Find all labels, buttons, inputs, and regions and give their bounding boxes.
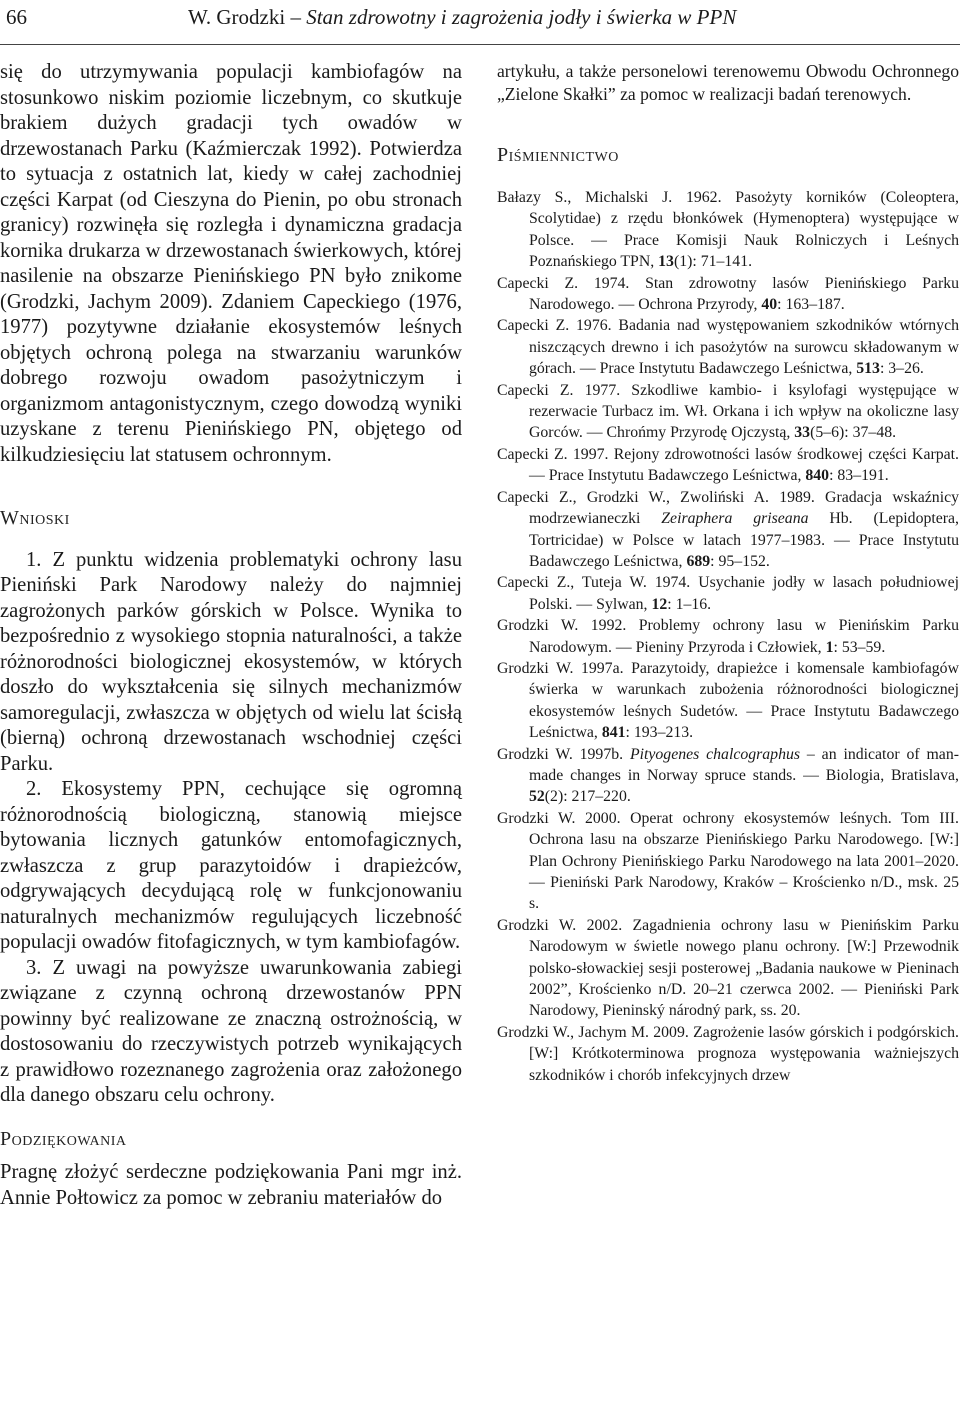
- reference-entry: [497, 187, 959, 273]
- reference-volume: 1: [825, 638, 834, 656]
- reference-entry: [497, 444, 959, 487]
- reference-entry: [497, 380, 959, 444]
- reference-text: Bałazy S., Michalski J. 1962. Pasożyty korników (Coleoptera, Scolytidae) z rzędu błonkówek (Hymenoptera) występujące w Polsce. — Prace Komisji Nauk Rolniczych i Leśnych Poznańskiego TPN,: [497, 189, 959, 271]
- reference-text: Grodzki W. 2002. Zagadnienia ochrony lasu w Pienińskim Parku Narodowym w świetle nowego planu ochrony. [W:] Przewodnik polsko-słowackiej sesji posterowej „Badania naukowe w Pieninach 2002”, Krościenko n/D. 20–21 czerwca 2002. — Pieniński Park Narodowy, Pieninský národný park, ss. 20.: [497, 916, 959, 1020]
- reference-pages: : 193–213.: [625, 724, 694, 742]
- reference-text: Capecki Z. 1977. Szkodliwe kambio- i ksylofagi występujące w rezerwacie Turbacz im. Wł. Orkana i ich wpływ na okoliczne lasy Gorców. — Chrońmy Przyrodę Ojczystą,: [497, 381, 959, 442]
- running-header: [0, 0, 960, 40]
- reference-text: Grodzki W., Jachym M. 2009. Zagrożenie lasów górskich i podgórskich. [W:] Krótkoterminowa prognoza występowania ważniejszych szkodników i chorób infekcyjnych drzew: [497, 1023, 959, 1084]
- reference-text-continued: – an indicator of man-made changes in Norway spruce stands. — Biologia, Bratislava,: [529, 745, 959, 784]
- reference-entry: [497, 273, 959, 316]
- reference-volume: 13: [658, 253, 674, 271]
- reference-text: Capecki Z. 1997. Rejony zdrowotności lasów środkowej części Karpat. — Prace Instytutu Badawczego Leśnictwa,: [497, 445, 959, 485]
- acknowledgements-continued: artykułu, a także personelowi terenowemu Obwodu Ochronnego „Zielone Skałki” za pomoc w realizacji badań terenowych.: [497, 61, 959, 104]
- reference-entry: [497, 1022, 959, 1086]
- acknowledgements-heading: Podziękowania: [0, 1127, 127, 1150]
- conclusions-heading: Wnioski: [0, 507, 70, 529]
- reference-text-continued: Hb. (Lepidoptera, Tortricidae) w Polsce w latach 1977–1983. — Prace Instytutu Badawczego Leśnictwa,: [529, 510, 959, 570]
- reference-text: Capecki Z. 1976. Badania nad występowaniem szkodników wtórnych niszczących drewno i ich pasożytów na surowcu składowanym w górach. — Prace Instytutu Badawczego Leśnictwa,: [497, 317, 959, 378]
- reference-pages: : 83–191.: [829, 467, 889, 485]
- reference-volume: 52: [529, 788, 545, 806]
- reference-volume: 12: [651, 595, 668, 613]
- reference-text: Grodzki W. 2000. Operat ochrony ekosystemów leśnych. Tom III. Ochrona lasu na obszarze Pienińskiego Parku Narodowego. [W:] Plan Ochrony Pienińskiego Parku Narodowego na lata 2001–2020. — Pieniński Park Narodowy, Kraków – Krościenko n/D., msk. 25 s.: [497, 809, 959, 913]
- reference-entry: [497, 915, 959, 1022]
- reference-pages: : 95–152.: [710, 552, 770, 570]
- reference-entry: [497, 808, 959, 915]
- reference-entry: [497, 572, 959, 615]
- reference-list: [497, 187, 959, 1086]
- running-title: [188, 2, 736, 32]
- reference-species-name: Pityogenes chalcographus: [629, 745, 801, 763]
- reference-entry: [497, 744, 959, 808]
- reference-pages: : 1–16.: [667, 595, 712, 613]
- header-rule: [0, 44, 960, 45]
- reference-pages: (5–6): 37–48.: [810, 424, 897, 442]
- reference-pages: (1): 71–141.: [673, 253, 753, 271]
- reference-text: Grodzki W. 1992. Problemy ochrony lasu w Pienińskim Parku Narodowym. — Pieniny Przyroda i Człowiek,: [497, 617, 959, 656]
- reference-volume: 841: [601, 724, 626, 742]
- reference-text: Capecki Z., Grodzki W., Zwoliński A. 1989. Gradacja wskaźnicy modrzewianeczki: [497, 488, 959, 528]
- header-dash: –: [285, 5, 307, 29]
- reference-species-name: Zeiraphera griseana: [661, 510, 809, 528]
- conclusion-2: 2. Ekosystemy PPN, cechujące się ogromną różnorodnością biologiczną, stanowią miejsce bytowania licznych gatunków entomofagicznych, zwłaszcza z grup parazytoidów i drapieżców, odgrywających decydującą rolę w funkcjonowaniu naturalnych mechanizmów regulujących liczebność populacji owadów fitofagicznych, w tym kambiofagów.: [0, 778, 462, 953]
- left-column: [0, 60, 462, 1211]
- header-author: W. Grodzki: [188, 5, 286, 29]
- references-heading: Piśmiennictwo: [497, 144, 619, 166]
- conclusion-1: 1. Z punktu widzenia problematyki ochrony lasu Pieniński Park Narodowy należy do najmniej zagrożonych parków górskich w Polsce. Wynika to bezpośrednio z wysokiego stopnia naturalności, a także różnorodności biologicznej ekosystemów, w których doszło do wykształcenia się silnych mechanizmów samoregulacji, zwłaszcza w objętych od wielu lat ścisłą (bierną) ochroną drzewostanach wschodniej części Parku.: [0, 548, 462, 775]
- reference-entry: [497, 615, 959, 658]
- reference-pages: : 3–26.: [879, 360, 924, 378]
- reference-volume: 33: [794, 424, 811, 442]
- reference-entry: [497, 487, 959, 573]
- right-column: [497, 60, 959, 1086]
- reference-entry: [497, 658, 959, 744]
- conclusion-3: 3. Z uwagi na powyższe uwarunkowania zabiegi związane z czynną ochroną drzewostanów PPN powinny być realizowane ze znaczną ostrożnością, w dostosowaniu do rzeczywistych potrzeb wynikających z prawidłowo rozeznanego zagrożenia oraz założonego dla danego obszaru celu ochrony.: [0, 956, 462, 1106]
- header-article-title: Stan zdrowotny i zagrożenia jodły i świerka w PPN: [306, 5, 737, 29]
- reference-text: Grodzki W. 1997a. Parazytoidy, drapieżce i komensale kambiofagów świerka w warunkach zubożenia różnorodności biologicznej ekosystemów leśnych Sudetów. — Prace Instytutu Badawczego Leśnictwa,: [497, 659, 959, 742]
- body-paragraph: się do utrzymywania populacji kambiofagów na stosunkowo niskim poziomie liczebnym, co skutkuje brakiem dużych gradacji tych owadów w drzewostanach Parku (Kaźmierczak 1992). Potwierdza to sytuacja z ostatnich lat, kiedy w całej zachodniej części Karpat (od Cieszyna do Pienin, po obu stronach granicy) rozwinęła się rozległa i dynamiczna gradacja kornika drukarza w drzewostanach świerkowych, której nasilenie na obszarze Pienińskiego PN było znikome (Grodzki, Jachym 2009). Zdaniem Capeckiego (1976, 1977) pozytywne działanie ekosystemów leśnych objętych ochroną polega na stwarzaniu warunków dobrego rozwoju owadom pasożytniczym i organizmom antagonistycznym, czego dowodzą wyniki uzyskane z terenu Pienińskiego PN, objętego od kilkudziesięciu lat statusem ochronnym.: [0, 61, 462, 466]
- reference-text: Capecki Z. 1974. Stan zdrowotny lasów Pienińskiego Parku Narodowego. — Ochrona Przyrody,: [497, 274, 959, 314]
- reference-pages: (2): 217–220.: [544, 788, 631, 806]
- reference-volume: 689: [686, 552, 711, 570]
- reference-entry: [497, 315, 959, 379]
- reference-text: Grodzki W. 1997b.: [497, 745, 630, 763]
- page-number: 66: [6, 5, 27, 29]
- reference-text: Capecki Z., Tuteja W. 1974. Usychanie jodły w lasach południowej Polski. — Sylwan,: [497, 574, 959, 613]
- reference-pages: : 53–59.: [833, 638, 886, 656]
- reference-volume: 40: [761, 296, 778, 314]
- reference-pages: : 163–187.: [777, 296, 845, 314]
- acknowledgements-text: Pragnę złożyć serdeczne podziękowania Pani mgr inż. Annie Połtowicz za pomoc w zebraniu materiałów do: [0, 1161, 462, 1209]
- reference-volume: 513: [856, 360, 880, 378]
- reference-volume: 840: [805, 467, 830, 485]
